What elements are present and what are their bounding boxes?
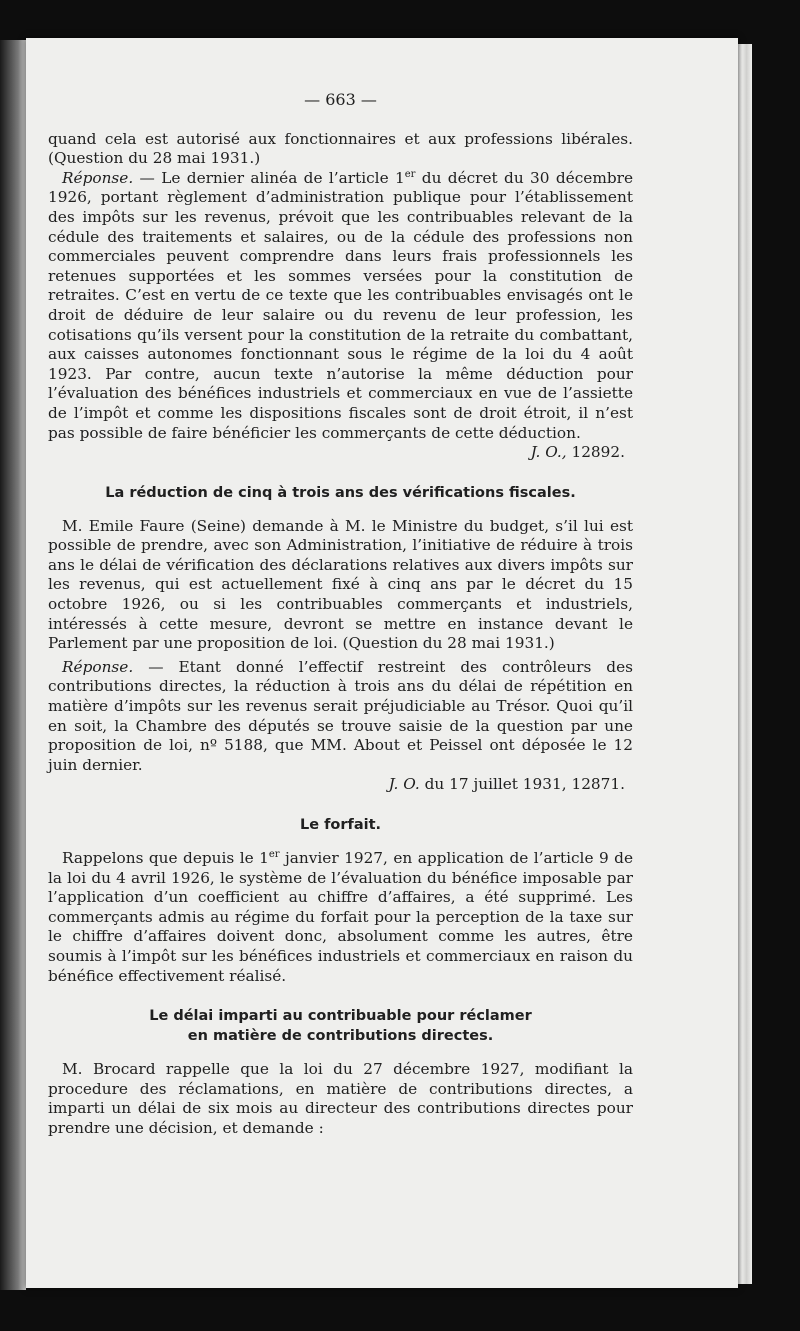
journal-abbrev: J. O. — [388, 775, 420, 794]
page-number: — 663 — — [304, 90, 377, 109]
section-title: Le forfait. — [299, 817, 382, 833]
superscript: er — [268, 848, 280, 860]
journal-abbrev: J. O., — [530, 443, 567, 462]
reponse-text-a: — Le dernier alinéa de l’article 1 — [133, 168, 405, 187]
reponse-paragraph — [48, 169, 633, 443]
book-binding-shadow — [0, 40, 26, 1290]
superscript: er — [404, 168, 416, 180]
reponse-text: — Etant donné l’effectif restreint des contrôleurs des contributions directes, la réduction à trois ans du délai de répétition en matière d’impôts sur les revenus serait préjudiciable au Trésor. Quoi qu’il en soit, la Chambre des députés se trouve saisie de la question par une proposition de loi, nº 5188, que MM. About et Peissel ont déposée le 12 juin dernier. — [48, 657, 633, 774]
section-title: La réduction de cinq à trois ans des vérifications fiscales. — [105, 484, 576, 501]
paragraph-continued: quand cela est autorisé aux fonctionnaires et aux professions libérales. (Question du 28 mai 1931.) — [48, 129, 633, 168]
page-content — [48, 90, 633, 1139]
forfait-text-a: Rappelons que depuis le 1 — [62, 849, 269, 867]
journal-ref-rest: du 17 juillet 1931, 12871. — [419, 775, 625, 794]
journal-ref-rest: 12892. — [566, 443, 625, 462]
question-paragraph: M. Emile Faure (Seine) demande à M. le Ministre du budget, s’il lui est possible de prendre, avec son Administration, l’initiative de réduire à trois ans le délai de vérification des déclarations relatives aux divers impôts sur les revenus, qui est actuellement fixé à cinq ans par le décret du 15 octobre 1926, ou si les contribuables commerçants et industriels, intéressés à cette mesure, devront se mettre en instance devant le Parlement par une proposition de loi. (Question du 28 mai 1931.) — [48, 516, 633, 653]
page-edge — [738, 44, 752, 1284]
journal-reference — [48, 775, 625, 795]
reponse-label: Réponse. — [62, 168, 134, 187]
section-title-line2: en matière de contributions directes. — [187, 1028, 494, 1045]
forfait-text-b: janvier 1927, en application de l’article 9 de la loi du 4 avril 1926, le système de l’évaluation du bénéfice imposable par l’application d’un coefficient au chiffre d’affaires, a été supprimé. Les commerçants admis au régime du forfait pour la perception de la taxe sur le chiffre d’affaires doivent donc, absolument comme les autres, être soumis à l’impôt sur les bénéfices industriels et commerciaux en raison du bénéfice effectivement réalisé. — [48, 849, 633, 985]
reponse-paragraph — [48, 658, 633, 776]
reponse-label: Réponse. — [62, 657, 134, 676]
reponse-text-b: du décret du 30 décembre 1926, portant règlement d’administration publique pour l’établissement des impôts sur les revenus, prévoit que les contribuables relevant de la cédule des traitements et salaires, ou de la cédule des professions non commerciales peuvent comprendre dans leurs frais professionnels les retenues supportées et les sommes versées pour la constitution de retraites. C’est en vertu de ce texte que les contribuables envisagés ont le droit de déduire de leur salaire ou du revenu de leur profession, les cotisations qu’ils versent pour la constitution de la retraite du combattant, aux caisses autonomes fonctionnant sous le régime de la loi du 4 août 1923. Par contre, aucun texte n’autorise la même déduction pour l’évaluation des bénéfices industriels et commerciaux en vue de l’assiette de l’impôt et comme les dispositions fiscales sont de droit étroit, il n’est pas possible de faire bénéficier les commerçants de cette déduction. — [48, 168, 633, 442]
section-title-line1: Le délai imparti au contribuable pour réclamer — [149, 1008, 532, 1025]
brocard-paragraph: M. Brocard rappelle que la loi du 27 décembre 1927, modifiant la procedure des réclamations, en matière de contributions directes, a imparti un délai de six mois au directeur des contributions directes pour prendre une décision, et demande : — [48, 1060, 633, 1137]
journal-reference — [48, 443, 625, 463]
forfait-paragraph — [48, 849, 633, 986]
section-title — [48, 1006, 633, 1046]
